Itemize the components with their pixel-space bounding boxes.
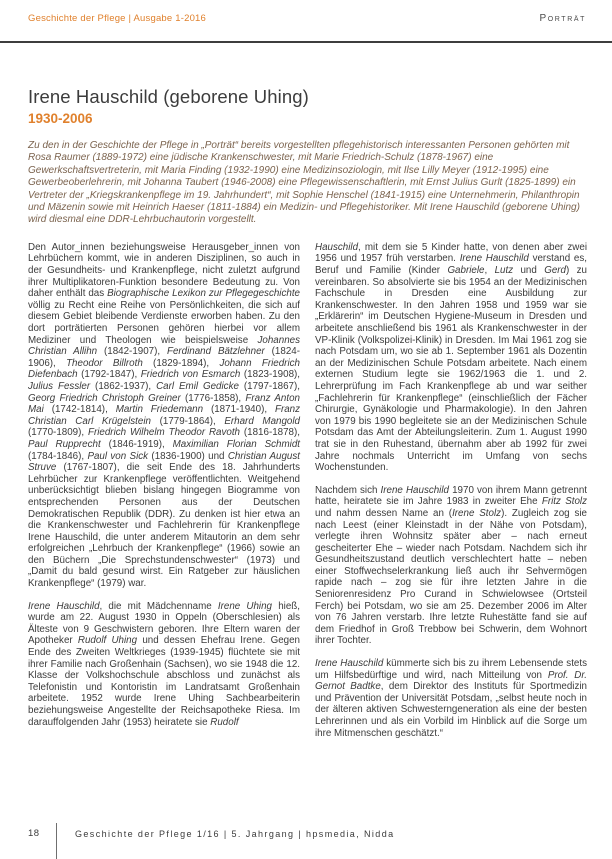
- paragraph: Irene Hauschild, die mit Mädchenname Irene Uhing hieß, wurde am 22. August 1930 in Oppeln (Oberschlesien) als Älteste von 9 Geschwistern geboren. Ihre Eltern waren der Apotheker Rudolf Uhing und dessen Ehefrau Irene. Gegen Ende des Zweiten Weltkrieges (1939-1945) flüchtete sie mit ihrer Familie nach Großenhain (Sachsen), wo sie 1948 die 12. Klasse der Volkshochschule abschloss und zunächst als Telefonistin und Kontoristin im Landratsamt Großenhain arbeitete. 1952 wurde Irene Uhing Sachbearbeiterin beziehungsweise Angestellte der Reichsapotheke Riesa. Im darauffolgenden Jahr (1953) heiratete sie Rudolf: [28, 600, 301, 728]
- header-rule: [0, 41, 612, 43]
- column-right: [315, 242, 587, 739]
- article-subtitle-lifespan: 1930-2006: [28, 111, 93, 126]
- page-footer: [28, 823, 395, 859]
- article: [28, 86, 587, 739]
- running-header: [28, 13, 586, 24]
- column-left: [28, 242, 300, 739]
- article-abstract: Zu den in der Geschichte der Pflege in „Porträt“ bereits vorgestellten pflegehistorisch interessanten Personen gehörten mit Rosa Raumer (1889-1972) eine jüdische Krankenschwester, mit Marie Friedrich-Schulz (1878-1967) eine Gewerkschaftsvertreterin, mit Maria Finding (1932-1990) eine Medizinsoziologin, mit Ilse Lilly Meyer (1912-1995) eine Gewerbeoberlehrerin, mit Johanna Taubert (1946-2008) eine Pflegewissenschaftlerin, mit Ernst Julius Gurlt (1825-1899) ein Vertreter der „Kriegskrankenpflege im 19. Jahrhundert“, mit Sophie Henschel (1841-1915) eine Unternehmerin, Philanthropin und Mäzenin sowie mit Heinrich Haeser (1811-1884) ein Medizin- und Pflegehistoriker. Mit Irene Hauschild (geborene Uhing) wird diesmal eine DDR-Lehrbuchautorin vorgestellt.: [28, 140, 580, 226]
- footer-imprint: Geschichte der Pflege 1/16 | 5. Jahrgang | hpsmedia, Nidda: [75, 829, 395, 839]
- paragraph: Irene Hauschild kümmerte sich bis zu ihrem Lebensende stets um Hilfsbedürftige und wird, nach Mitteilung von Prof. Dr. Gernot Badtke, dem Direktor des Instituts für Sportmedizin und Prävention der Universität Potsdam, „selbst heute noch in der älteren aktiven Schwesterngeneration als eine der besten Lehrerinnen und als ein Vorbild im Hinblick auf die Sorge um ihre Mitmenschen geschätzt.“: [315, 658, 587, 739]
- page-number: 18: [28, 828, 40, 839]
- paragraph: Nachdem sich Irene Hauschild 1970 von ihrem Mann getrennt hatte, heiratete sie im Jahre 1983 in zweiter Ehe Fritz Stolz und nahm dessen Name an (Irene Stolz). Zugleich zog sie nach Leest (einer Kleinstadt in der Nähe von Potsdam), verlegte ihren Wohnsitz später aber – nach erneut gescheiterter Ehe – wieder nach Potsdam. Nachdem sich ihr Gesundheitszustand deutlich verschlechtert hatte – neben einer Stoffwechselerkrankung ließ auch ihr Sehvermögen rapide nach – zog sie für ihre letzten Jahre in die Seniorenresidenz Pro Curand in Schwielowsee (Ortsteil Ferch) bei Potsdam, wo sie am 25. Dezember 2006 im Alter von 76 Jahren verstarb. Ihre letzte Ruhestätte fand sie auf dem Friedhof in Groß Trebbow bei Schwerin, dem Wohnort ihrer Tochter.: [315, 484, 588, 647]
- section-label: Porträt: [539, 13, 586, 24]
- journal-issue-label: Geschichte der Pflege | Ausgabe 1-2016: [28, 13, 207, 24]
- footer-divider: [56, 823, 57, 859]
- body-columns: [28, 242, 587, 739]
- paragraph: Hauschild, mit dem sie 5 Kinder hatte, von denen aber zwei 1956 und 1957 früh verstarben. Irene Hauschild verstand es, Beruf und Familie (Kinder Gabriele, Lutz und Gerd) zu vereinbaren. So absolvierte sie bis 1954 an der Medizinischen Fachschule in Dresden eine Ausbildung zur Krankenschwester. In den Jahren 1958 und 1959 war sie „Erklärerin“ im Deutschen Hygiene-Museum in Dresden und arbeitete anschließend bis 1961 als Krankenschwester in der VP-Klinik (Volkspolizei-Klinik) in Dresden. Im Mai 1961 zog sie nach Potsdam um, wo sie ab 1. September 1961 als Dozentin an der Medizinischen Schule Potsdam arbeitete. Nach einem externen Studium legte sie 1962/1963 die 1. und 2. Lehrerprüfung im Fach Krankenpflege ab und war seither „Fachlehrerin für Krankenpflege“ (einschließlich der Fächer Chirurgie, Gynäkologie und Pharmakologie). In den Jahren von 1979 bis 1990 begleitete sie an der Medizinischen Schule Potsdam das Amt der Abteilungsleiterin. Zum 1. August 1990 trat sie in den Ruhestand, übernahm aber ab 1992 für zwei Jahre nochmals Unterricht im Umfang von sechs Wochenstunden.: [315, 241, 587, 474]
- paragraph: Den Autor_innen beziehungsweise Herausgeber_innen von Lehrbüchern kommt, wie in anderen Disziplinen, so auch in der Gesundheits- und Krankenpflege, nicht zuletzt aufgrund ihrer Multiplikatoren-Funktion besondere Bedeutung zu. Von daher enthält das Biographische Lexikon zur Pflegegeschichte völlig zu Recht eine Reihe von Persönlichkeiten, die sich auf diesem Gebiet bleibende Verdienste erworben haben. Zu den dort porträtierten Personen gehören hierbei vor allem Mediziner und Theologen wie beispielsweise Johannes Christian Allihn (1842-1907), Ferdinand Bätzlehner (1824-1906), Theodor Billroth (1829-1894), Johann Friedrich Diefenbach (1792-1847), Friedrich von Esmarch (1823-1908), Julius Fessler (1862-1937), Carl Emil Gedicke (1797-1867), Georg Friedrich Christoph Greiner (1776-1858), Franz Anton Mai (1742-1814), Martin Friedemann (1871-1940), Franz Christian Carl Krügelstein (1779-1864), Erhard Mangold (1770-1809), Friedrich Wilhelm Theodor Ravoth (1816-1878), Paul Rupprecht (1846-1919), Maximilian Florian Schmidt (1784-1846), Paul von Sick (1836-1900) und Christian August Struve (1767-1807), die seit Ende des 18. Jahrhunderts Lehrbücher zur Krankenpflege veröffentlichten. Weitgehend unberücksichtigt blieben bislang hingegen Biogramme von entsprechenden Personen aus der Deutschen Demokratischen Republik (DDR). Zu denken ist hier etwa an die Krankenschwester und Fachlehrerin für Krankenpflege Irene Hauschild, die unter anderem Mitautorin an dem sehr erfolgreichen „Lehrbuch der Krankenpflege“ (1966) sowie an den Büchern „Die Sprechstundenschwester“ (1973) und „Damit du bald gesund wirst. Ein Ratgeber zur häuslichen Krankenpflege“ (1979) war.: [28, 241, 301, 590]
- article-title: Irene Hauschild (geborene Uhing): [28, 86, 309, 107]
